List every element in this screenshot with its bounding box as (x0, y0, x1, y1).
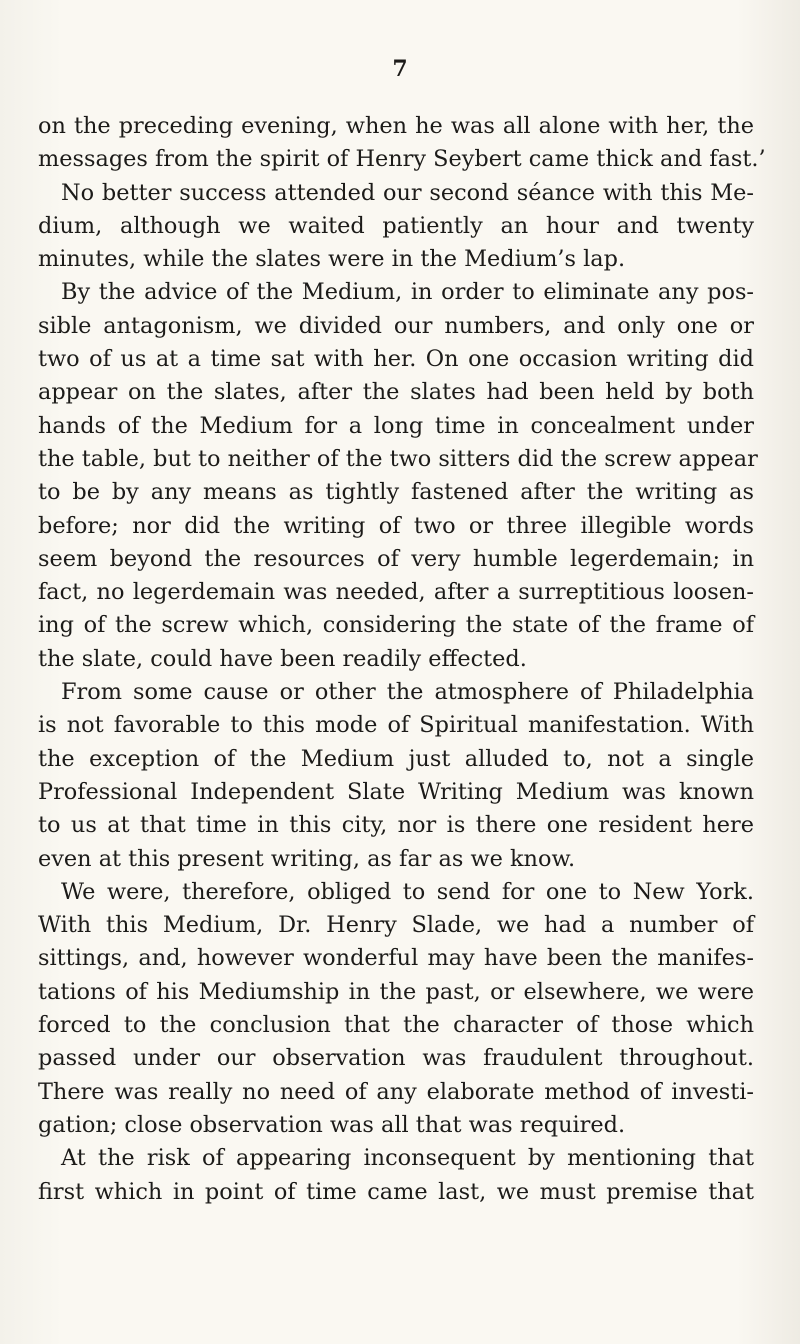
text-line: dium, although we waited patiently an hour and twenty (38, 212, 754, 239)
body-text (38, 110, 766, 1209)
text-line: There was really no need of any elaborate method of investi- (38, 1078, 754, 1105)
text-line: first which in point of time came last, we must premise that (38, 1178, 754, 1205)
text-line: before; nor did the writing of two or three illegible words (38, 512, 754, 539)
text-line: the exception of the Medium just alluded to, not a single (38, 745, 754, 772)
text-line: gation; close observation was all that was required. (38, 1111, 626, 1138)
text-line: ing of the screw which, considering the state of the frame of (38, 612, 754, 639)
text-line: By the advice of the Medium, in order to eliminate any pos- (61, 279, 754, 306)
text-line: is not favorable to this mode of Spiritual manifestation. With (38, 712, 754, 739)
text-line: sittings, and, however wonderful may have been the manifes- (38, 945, 754, 972)
text-line: the table, but to neither of the two sitters did the screw appear (38, 445, 758, 472)
text-line: From some cause or other the atmosphere of Philadelphia (61, 679, 754, 706)
text-line: At the risk of appearing inconsequent by mentioning that (61, 1145, 754, 1172)
text-line: even at this present writing, as far as we know. (38, 845, 576, 872)
text-line: passed under our observation was fraudulent throughout. (38, 1045, 754, 1072)
text-line: the slate, could have been readily effected. (38, 645, 527, 672)
text-line: seem beyond the resources of very humble legerdemain; in (38, 545, 754, 572)
text-line: sible antagonism, we divided our numbers, and only one or (38, 312, 754, 339)
text-line: on the preceding evening, when he was all alone with her, the (38, 113, 754, 139)
text-line: messages from the spirit of Henry Seybert came thick and fast.’ (38, 146, 766, 173)
text-line: two of us at a time sat with her. On one occasion writing did (38, 346, 754, 373)
text-line: appear on the slates, after the slates had been held by both (38, 379, 754, 406)
text-line: hands of the Medium for a long time in concealment under (38, 412, 754, 439)
text-line: forced to the conclusion that the character of those which (38, 1012, 754, 1039)
text-line: tations of his Mediumship in the past, or elsewhere, we were (38, 978, 754, 1005)
text-line: fact, no legerdemain was needed, after a surreptitious loosen- (38, 579, 754, 606)
text-line: to be by any means as tightly fastened after the writing as (38, 479, 754, 506)
text-line: We were, therefore, obliged to send for one to New York. (61, 878, 754, 905)
page-number: 7 (392, 56, 408, 82)
text-line: minutes, while the slates were in the Medium’s lap. (38, 246, 626, 273)
text-line: No better success attended our second séance with this Me- (61, 179, 754, 206)
text-line: With this Medium, Dr. Henry Slade, we had a number of (38, 912, 754, 939)
text-line: to us at that time in this city, nor is there one resident here (38, 812, 754, 839)
text-line: Professional Independent Slate Writing Medium was known (38, 778, 754, 805)
